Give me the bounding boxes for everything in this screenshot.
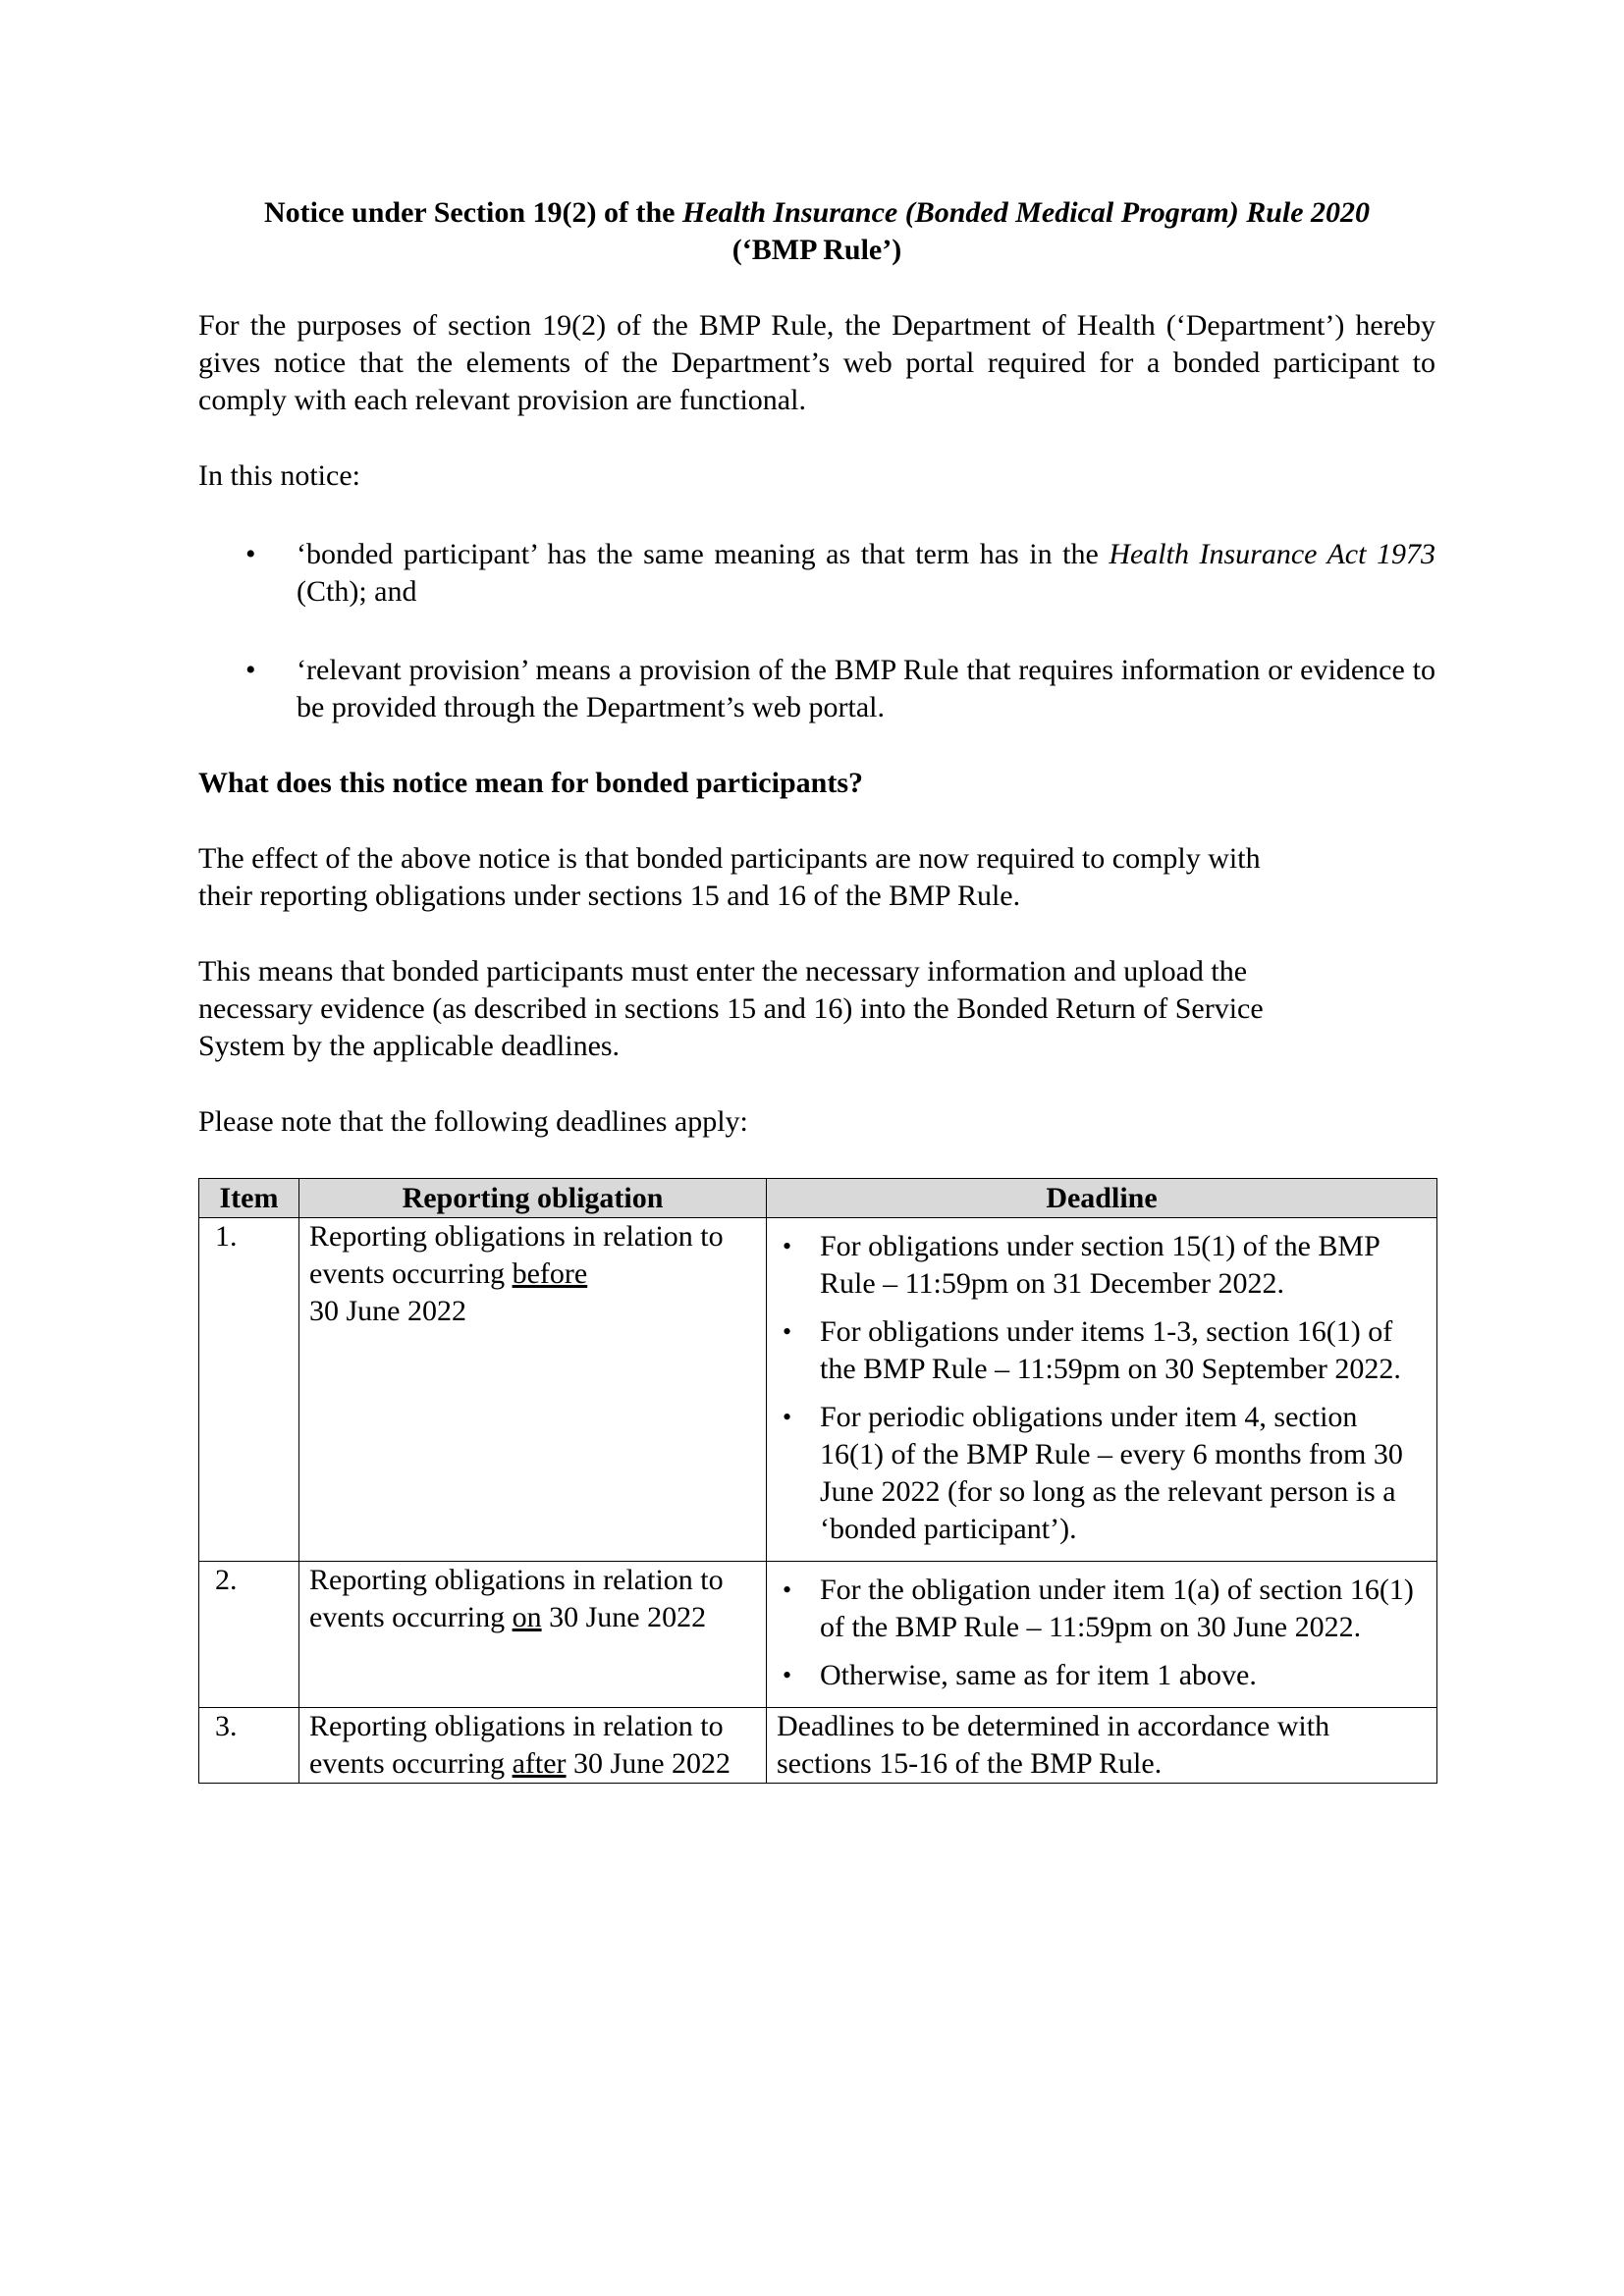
intro-paragraph: For the purposes of section 19(2) of the BMP Rule, the Department of Health (‘Department’) hereby gives notice that the elements of the Department’s web portal required for a bonded participant to comply with each relevant provision are functional. [198,309,1435,416]
deadline-text: For obligations under section 15(1) of the BMP Rule – 11:59pm on 31 December 2022. [820,1230,1380,1300]
bullet-icon: • [783,1575,792,1604]
title-act-name: Health Insurance (Bonded Medical Program) Rule 2020 [682,196,1371,229]
means-line-2: necessary evidence (as described in sections 15 and 16) into the Bonded Return of Service [198,992,1264,1025]
obligation-date: 30 June 2022 [541,1601,707,1633]
deadline-item [777,1572,1427,1646]
effect-paragraph [198,840,1435,915]
deadline-cell [767,1562,1437,1708]
obligation-text: Reporting obligations in relation to events occurring [309,1710,724,1780]
obligation-date: 30 June 2022 [309,1295,466,1327]
bullet-icon: • [783,1403,792,1431]
deadline-item [777,1228,1427,1303]
definition-1-act: Health Insurance Act 1973 [1109,538,1435,570]
obligation-timing: after [512,1747,567,1780]
table-header-row [199,1179,1437,1218]
definitions-list [198,536,1435,726]
section-heading: What does this notice mean for bonded participants? [198,767,863,799]
obligation-text: Reporting obligations in relation to events occurring [309,1220,724,1290]
table-row [199,1218,1437,1562]
definition-2-text: ‘relevant provision’ means a provision of the BMP Rule that requires information or evidence to be provided through the Department’s web portal. [297,654,1435,723]
header-deadline: Deadline [767,1179,1437,1218]
bullet-icon: • [783,1232,792,1260]
effect-line-1: The effect of the above notice is that bonded participants are now required to comply with [198,842,1261,875]
effect-line-2: their reporting obligations under sections 15 and 16 of the BMP Rule. [198,880,1021,912]
deadline-cell [767,1218,1437,1562]
obligation-timing: before [512,1257,588,1290]
definition-1-text: ‘bonded participant’ has the same meaning as that term has in the [297,538,1110,570]
table-row [199,1708,1437,1784]
deadline-text: For periodic obligations under item 4, section 16(1) of the BMP Rule – every 6 months from 30 June 2022 (for so long as the relevant person is a ‘bonded participant’). [820,1401,1403,1545]
notice-title [198,194,1435,269]
header-reporting-obligation: Reporting obligation [299,1179,767,1218]
definition-bonded-participant [198,536,1435,611]
deadline-item [777,1399,1427,1548]
deadline-text: For the obligation under item 1(a) of section 16(1) of the BMP Rule – 11:59pm on 30 June 2022. [820,1574,1414,1643]
header-item: Item [199,1179,299,1218]
deadline-item [777,1313,1427,1388]
definition-1-suffix: (Cth); and [297,575,417,608]
title-prefix: Notice under Section 19(2) of the [263,196,682,229]
deadlines-table [198,1178,1437,1784]
bullet-icon: • [783,1661,792,1689]
reporting-obligation-cell [299,1218,767,1562]
reporting-obligation-cell [299,1708,767,1784]
deadlines-intro: Please note that the following deadlines apply: [198,1105,748,1138]
means-paragraph [198,953,1435,1065]
title-short-name: (‘BMP Rule’) [731,234,902,266]
deadline-text: For obligations under items 1-3, section 16(1) of the BMP Rule – 11:59pm on 30 September 2022. [820,1315,1401,1385]
table-row [199,1562,1437,1708]
means-line-1: This means that bonded participants must enter the necessary information and upload the [198,955,1248,988]
bullet-icon: • [245,538,256,570]
means-line-3: System by the applicable deadlines. [198,1030,621,1062]
bullet-icon: • [245,654,256,686]
in-this-notice-label: In this notice: [198,459,360,492]
deadline-item [777,1657,1427,1694]
deadline-list [777,1218,1427,1561]
obligation-timing: on [512,1601,542,1633]
obligation-text: Reporting obligations in relation to events occurring [309,1564,724,1633]
deadline-text: Otherwise, same as for item 1 above. [820,1659,1257,1691]
item-number: 2. [199,1562,299,1708]
bullet-icon: • [783,1317,792,1346]
obligation-date: 30 June 2022 [566,1747,731,1780]
item-number: 3. [199,1708,299,1784]
notice-page [198,194,1435,1784]
deadline-cell: Deadlines to be determined in accordance with sections 15-16 of the BMP Rule. [767,1708,1437,1784]
item-number: 1. [199,1218,299,1562]
definition-relevant-provision [198,652,1435,726]
deadline-list [777,1562,1427,1707]
reporting-obligation-cell [299,1562,767,1708]
